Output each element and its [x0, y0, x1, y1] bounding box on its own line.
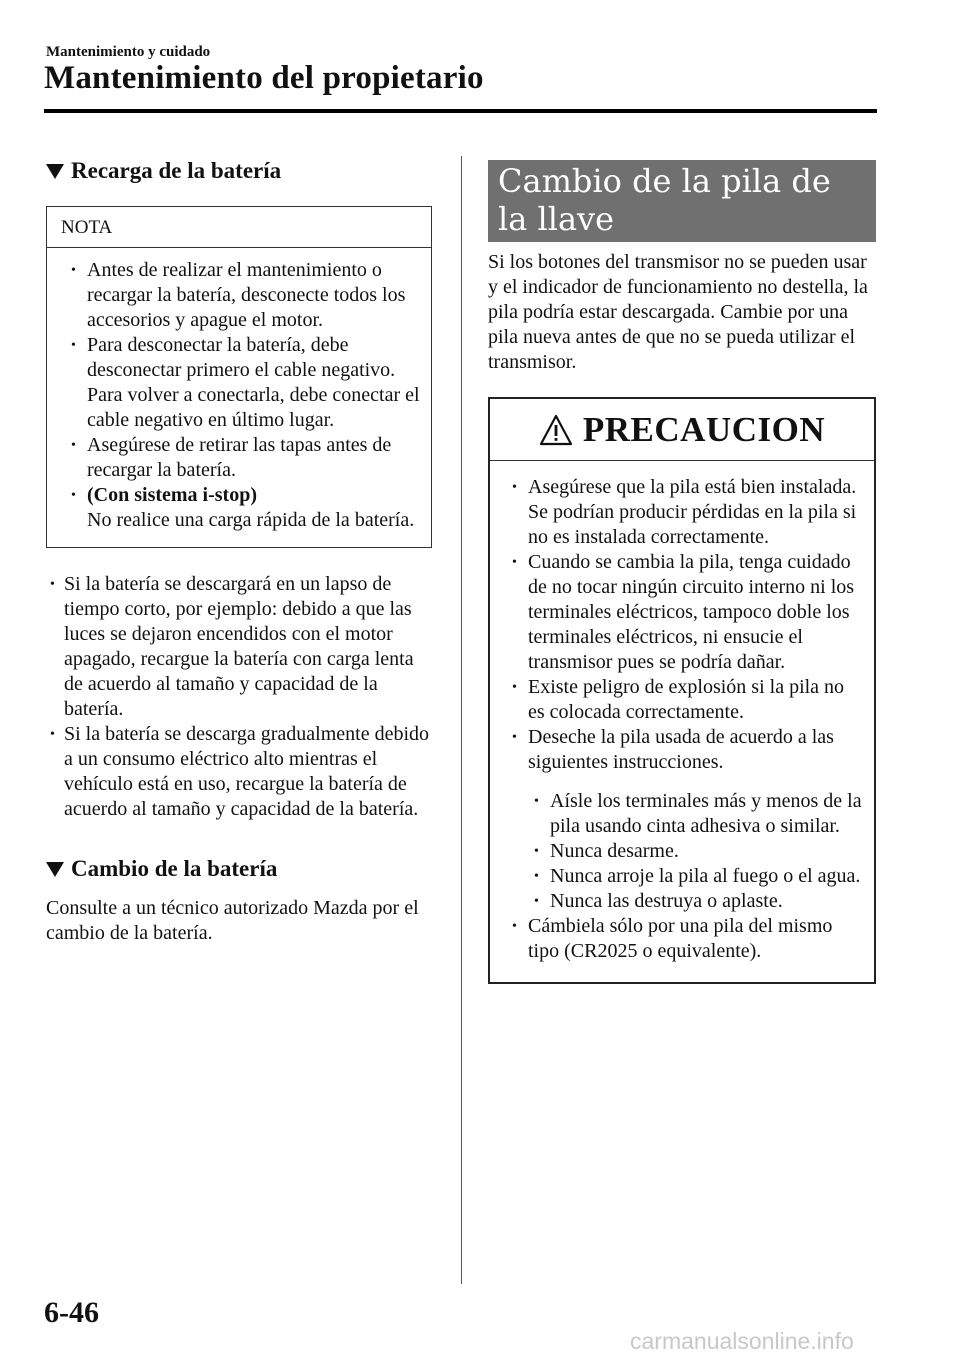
note-istop-label: (Con sistema i-stop): [87, 484, 257, 506]
caution-body: [490, 461, 874, 982]
note-box: [46, 206, 432, 548]
caution-item: • Deseche la pila usada de acuerdo a las siguientes instrucciones.: [502, 725, 864, 775]
section-heading-replace: [46, 856, 436, 882]
recharge-body-list: [46, 572, 436, 822]
watermark: carmanualsonline.info: [630, 1328, 854, 1354]
warning-triangle-icon: [539, 414, 573, 446]
note-istop-text: No realice una carga rápida de la batería.: [87, 509, 415, 531]
caution-item-last: • Cámbiela sólo por una pila del mismo tipo (CR2025 o equivalente).: [502, 914, 864, 964]
key-battery-intro: Si los botones del transmisor no se pueden usar y el indicador de funcionamiento no destella, la pila podría estar descargada. Cambie por una pila nueva antes de que no se pueda utilizar el transmisor.: [488, 251, 868, 373]
caution-sub-item: • Nunca las destruya o aplaste.: [524, 889, 864, 914]
left-column: [46, 158, 436, 946]
section-heading-replace-text: Cambio de la batería: [71, 856, 278, 881]
section-banner-key-battery: Cambio de la pila de la llave: [488, 160, 876, 242]
body-list-item: • Si la batería se descarga gradualmente debido a un consumo eléctrico alto mientras el vehículo está en uso, recargue la batería de acuerdo al tamaño y capacidad de la batería.: [46, 722, 436, 822]
note-item: • Antes de realizar el mantenimiento o recargar la batería, desconecte todos los accesorios y apague el motor.: [61, 258, 421, 333]
page-number: 6-46: [44, 1296, 99, 1329]
caution-header: [490, 399, 874, 461]
right-column: [488, 160, 878, 984]
triangle-marker-icon: [46, 164, 64, 179]
body-list-item: • Si la batería se descargará en un lapso de tiempo corto, por ejemplo: debido a que las luces se dejaron encendidos con el motor apagado, recargue la batería con carga lenta de acuerdo al tamaño y capacidad de la batería.: [46, 572, 436, 722]
caution-sub-item: • Nunca arroje la pila al fuego o el agua.: [524, 864, 864, 889]
running-header-section: Mantenimiento y cuidado: [46, 44, 211, 60]
caution-item: • Asegúrese que la pila está bien instalada. Se podrían producir pérdidas en la pila si no es instalada correctamente.: [502, 475, 864, 550]
caution-item: • Cuando se cambia la pila, tenga cuidado de no tocar ningún circuito interno ni los terminales eléctricos, tampoco doble los terminales eléctricos, ni ensucie el transmisor pues se podría dañar.: [502, 550, 864, 675]
caution-sub-item: • Nunca desarme.: [524, 839, 864, 864]
replace-battery-text: Consulte a un técnico autorizado Mazda por el cambio de la batería.: [46, 897, 419, 944]
note-item-istop: [61, 483, 421, 533]
note-body: [47, 248, 431, 547]
note-item: • Para desconectar la batería, debe desconectar primero el cable negativo. Para volver a conectarla, debe conectar el cable negativo en último lugar.: [61, 333, 421, 433]
header-rule: [44, 109, 877, 113]
note-title: NOTA: [47, 207, 431, 248]
caution-box: [488, 397, 876, 984]
section-heading-recharge: [46, 158, 436, 184]
caution-sub-item: • Aísle los terminales más y menos de la pila usando cinta adhesiva o similar.: [524, 789, 864, 839]
page-title: Mantenimiento del propietario: [44, 60, 484, 96]
caution-label: PRECAUCION: [582, 409, 826, 449]
caution-sub-list: [502, 789, 864, 914]
caution-item: • Existe peligro de explosión si la pila no es colocada correctamente.: [502, 675, 864, 725]
section-heading-recharge-text: Recarga de la batería: [71, 158, 282, 183]
column-divider: [461, 156, 462, 1284]
triangle-marker-icon: [46, 862, 64, 877]
note-item: • Asegúrese de retirar las tapas antes de recargar la batería.: [61, 433, 421, 483]
